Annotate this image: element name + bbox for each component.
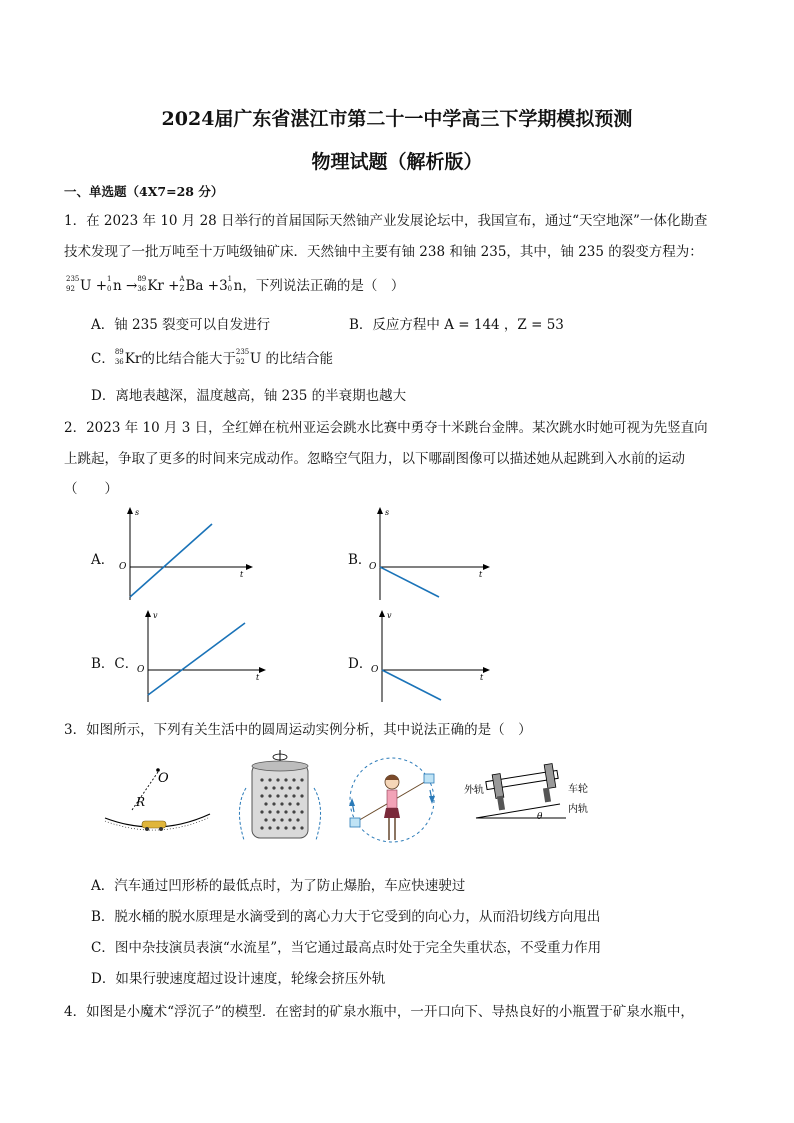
car-icon — [142, 821, 166, 828]
q1-eq-suffix: ，下列说法正确的是（ ） — [242, 278, 405, 294]
q3-fig-bridge — [100, 758, 215, 838]
q3-option-a: A．汽车通过凹形桥的最低点时，为了防止爆胎，车应快速驶过 — [91, 878, 466, 894]
q3-option-b: B．脱水桶的脱水原理是水滴受到的离心力大于它受到的向心力，从而沿切线方向甩出 — [91, 909, 601, 925]
isotope-kr: 89 36 — [137, 275, 147, 293]
cup-icon-2 — [424, 774, 434, 783]
q2-graph-c — [133, 608, 273, 704]
isotope-u235: 235 92 — [66, 275, 80, 293]
q3-line-1: 3．如图所示，下列有关生活中的圆周运动实例分析，其中说法正确的是（ ） — [64, 722, 532, 738]
origin-label: O — [119, 562, 127, 572]
title-line-2: 物理试题（解析版） — [311, 151, 483, 173]
graph-d-line — [382, 670, 441, 700]
fig-label-inner-rail: 内轨 — [568, 804, 588, 815]
q1-line-2: 技术发现了一批万吨至十万吨级铀矿床．天然铀中主要有铀 238 和铀 235，其中，铀 235 的裂变方程为： — [64, 244, 703, 260]
svg-text:v: v — [387, 611, 392, 620]
q1-line-1: 1．在 2023 年 10 月 28 日举行的首届国际天然铀产业发展论坛中，我国宣布，通过“天空地深”一体化勘查 — [64, 213, 708, 229]
fig-label-wheel: 车轮 — [568, 784, 588, 795]
q4-line-1: 4．如图是小魔术“浮沉子”的模型．在密封的矿泉水瓶中，一开口向下、导热良好的小瓶置于矿泉水瓶中， — [64, 1004, 694, 1020]
svg-text:O: O — [137, 665, 145, 675]
isotope-ba: A Z — [179, 275, 185, 293]
q2-line-3: （ ） — [64, 481, 118, 497]
q2-graph-d — [367, 608, 497, 704]
fig-label-r: R — [136, 795, 146, 809]
graph-b-line — [380, 567, 439, 597]
fig-label-outer-rail: 外轨 — [464, 785, 484, 796]
svg-text:O: O — [369, 562, 377, 572]
isotope-n3: 1 0 — [227, 275, 233, 293]
title-line-1: 2024届广东省湛江市第二十一中学高三下学期模拟预测 — [161, 108, 633, 130]
q1-equation: 235 92 U + 1 0 n → 89 36 Kr + A Z Ba +3 1 0 n，下列说法正确的是（ ） — [66, 275, 405, 294]
q1-option-a: A．铀 235 裂变可以自发进行 — [91, 317, 271, 333]
q3-option-c: C．图中杂技演员表演“水流星”，当它通过最高点时处于完全失重状态，不受重力作用 — [91, 940, 602, 956]
q3-option-d: D．如果行驶速度超过设计速度，轮缘会挤压外轨 — [91, 971, 386, 987]
q2-line-2: 上跳起，争取了更多的时间来完成动作。忽略空气阻力，以下哪副图像可以描述她从起跳到入水前的运动 — [64, 451, 685, 467]
q2-option-b-label: B． — [348, 552, 372, 568]
q2-option-c-label: B．C． — [91, 656, 139, 672]
section-heading: 一、单选题（4X7=28 分） — [64, 184, 224, 199]
cup-icon — [350, 818, 360, 827]
q2-option-d-label: D． — [348, 656, 373, 672]
axis-s-label: s — [135, 508, 140, 517]
q3-fig-water-meteor — [342, 752, 442, 852]
axis-v-label: v — [153, 611, 158, 620]
fig-label-theta: θ — [537, 812, 543, 822]
axis-t-label: t — [240, 570, 244, 579]
svg-text:t: t — [480, 673, 484, 682]
svg-text:t: t — [256, 673, 260, 682]
q3-fig-drum — [232, 748, 328, 848]
q2-option-a-label: A． — [91, 552, 115, 568]
isotope-n: 1 0 — [107, 275, 112, 293]
graph-a-line — [130, 524, 212, 597]
svg-text:t: t — [479, 570, 483, 579]
q1-option-d: D．离地表越深，温度越高，铀 235 的半衰期也越大 — [91, 388, 407, 404]
q1-option-b: B．反应方程中 A = 144 ，Z = 53 — [349, 317, 564, 333]
q2-graph-a — [115, 505, 255, 603]
drum-icon — [252, 764, 308, 838]
q1-option-c: C． 89 36 Kr的比结合能大于 235 92 U 的比结合能 — [91, 348, 334, 367]
graph-c-line — [148, 623, 245, 695]
svg-text:s: s — [385, 508, 390, 517]
q3-fig-rail — [458, 760, 598, 825]
q2-line-1: 2．2023 年 10 月 3 日，全红婵在杭州亚运会跳水比赛中勇夺十米跳台金牌。某次跳水时她可视为先竖直向 — [64, 420, 708, 436]
fig-label-o: O — [158, 771, 169, 786]
q2-graph-b — [365, 505, 495, 603]
svg-text:O: O — [371, 665, 379, 675]
